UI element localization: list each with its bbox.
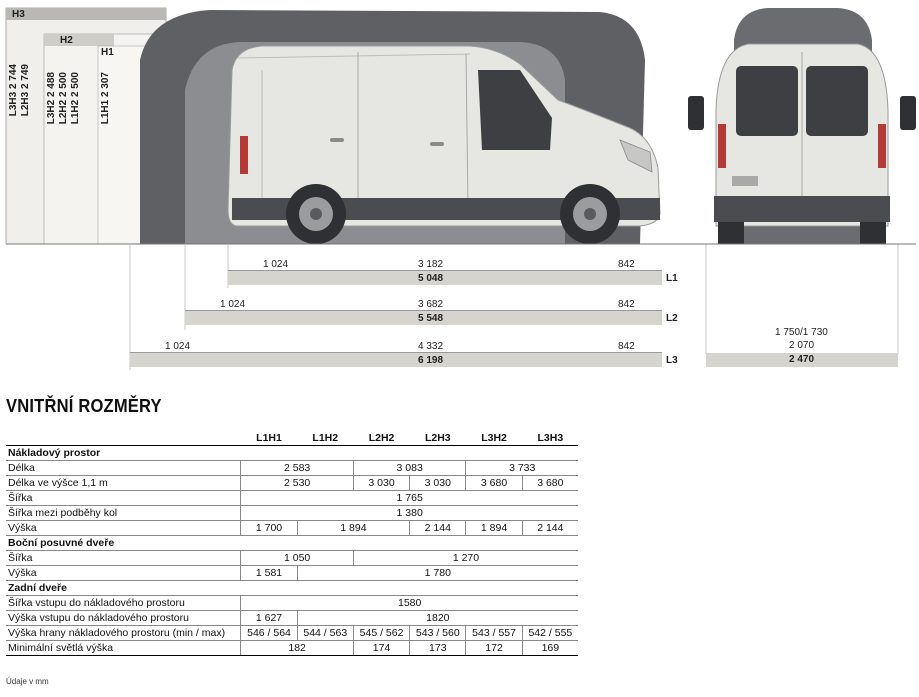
table-row — [6, 491, 578, 506]
l1-total-length: 5 048 — [418, 273, 444, 284]
rear-width-interior: 1 750/1 730 — [775, 327, 828, 338]
column-header: L2H2 — [353, 431, 409, 446]
value-cell: 544 / 563 — [297, 626, 353, 641]
section-title-cell: Zadní dveře — [6, 581, 578, 596]
l1-wheelbase: 3 182 — [418, 259, 444, 270]
value-cell: 1 581 — [241, 566, 297, 581]
value-cell: 1 700 — [241, 521, 297, 536]
row-label-l2: L2 — [666, 313, 678, 324]
section-title-cell: Nákladový prostor — [6, 446, 578, 461]
l3-wheelbase: 4 332 — [418, 341, 444, 352]
value-cell: 542 / 555 — [522, 626, 578, 641]
value-cell: 1 765 — [241, 491, 578, 506]
l3-front-overhang: 1 024 — [165, 341, 191, 352]
l2-rear-overhang: 842 — [618, 299, 635, 310]
value-cell: 543 / 557 — [466, 626, 522, 641]
row-label: Výška — [6, 521, 241, 536]
l2-total-length: 5 548 — [418, 313, 444, 324]
length-line-l1 — [228, 270, 662, 271]
height-label-h2: H2 — [60, 35, 73, 46]
value-cell: 2 530 — [241, 476, 354, 491]
value-cell: 1820 — [297, 611, 578, 626]
value-cell: 3 030 — [353, 476, 409, 491]
column-header: L1H1 — [241, 431, 297, 446]
l1-front-overhang: 1 024 — [263, 259, 289, 270]
value-cell: 1 627 — [241, 611, 297, 626]
table-row — [6, 476, 578, 491]
height-dim-l3h3: L3H3 2 744 — [8, 64, 19, 117]
van-rear-view — [688, 0, 916, 372]
row-label-l1: L1 — [666, 273, 678, 284]
row-label-l3: L3 — [666, 355, 678, 366]
value-cell: 1 894 — [297, 521, 410, 536]
value-cell: 172 — [466, 641, 522, 656]
row-label: Šířka — [6, 551, 241, 566]
length-bar-l1 — [228, 271, 662, 285]
value-cell: 1 050 — [241, 551, 354, 566]
row-label: Délka — [6, 461, 241, 476]
table-row — [6, 521, 578, 536]
value-cell: 3 030 — [410, 476, 466, 491]
rear-width-body: 2 070 — [789, 340, 815, 351]
row-label: Minimální světlá výška — [6, 641, 241, 656]
value-cell: 169 — [522, 641, 578, 656]
value-cell: 3 680 — [522, 476, 578, 491]
row-label: Výška — [6, 566, 241, 581]
section-title-cell: Boční posuvné dveře — [6, 536, 578, 551]
height-dim-l1h2: L1H2 2 500 — [70, 72, 81, 125]
height-dim-l3h2: L3H2 2 488 — [46, 72, 57, 125]
value-cell: 1 380 — [241, 506, 578, 521]
table-row — [6, 566, 578, 581]
length-line-l2 — [185, 310, 662, 311]
l3-total-length: 6 198 — [418, 355, 444, 366]
length-bar-l3 — [130, 353, 662, 367]
value-cell: 2 144 — [522, 521, 578, 536]
value-cell: 1 780 — [297, 566, 578, 581]
value-cell: 1 270 — [353, 551, 578, 566]
table-row — [6, 551, 578, 566]
row-label: Výška vstupu do nákladového prostoru — [6, 611, 241, 626]
row-label: Šířka mezi podběhy kol — [6, 506, 241, 521]
height-dim-l1h1: L1H1 2 307 — [100, 72, 111, 125]
column-header: L2H3 — [410, 431, 466, 446]
table-header-row — [6, 431, 578, 446]
l2-front-overhang: 1 024 — [220, 299, 246, 310]
table-header-blank — [6, 431, 241, 446]
footnote: Údaje v mm — [6, 677, 49, 686]
value-cell: 3 733 — [466, 461, 578, 476]
table-row — [6, 626, 578, 641]
section-title: VNITŘNÍ ROZMĚRY — [6, 396, 162, 416]
column-header: L1H2 — [297, 431, 353, 446]
interior-dimensions-table — [6, 431, 578, 656]
value-cell: 545 / 562 — [353, 626, 409, 641]
value-cell: 3 680 — [466, 476, 522, 491]
value-cell: 182 — [241, 641, 354, 656]
section-row — [6, 536, 578, 551]
rear-width-mirrors: 2 470 — [789, 354, 815, 365]
table-row — [6, 611, 578, 626]
value-cell: 174 — [353, 641, 409, 656]
value-cell: 1580 — [241, 596, 578, 611]
value-cell: 546 / 564 — [241, 626, 297, 641]
l2-wheelbase: 3 682 — [418, 299, 444, 310]
table-row — [6, 506, 578, 521]
section-row — [6, 581, 578, 596]
table-row — [6, 596, 578, 611]
row-label: Výška hrany nákladového prostoru (min / max) — [6, 626, 241, 641]
height-dim-l2h3: L2H3 2 749 — [20, 64, 31, 117]
l1-rear-overhang: 842 — [618, 259, 635, 270]
table-row — [6, 461, 578, 476]
value-cell: 3 083 — [353, 461, 466, 476]
height-label-h1: H1 — [101, 47, 114, 58]
column-header: L3H3 — [522, 431, 578, 446]
height-dim-l2h2: L2H2 2 500 — [58, 72, 69, 125]
length-line-l3 — [130, 352, 662, 353]
column-header: L3H2 — [466, 431, 522, 446]
height-label-h3: H3 — [12, 9, 25, 20]
value-cell: 2 583 — [241, 461, 354, 476]
value-cell: 2 144 — [410, 521, 466, 536]
row-label: Šířka vstupu do nákladového prostoru — [6, 596, 241, 611]
value-cell: 173 — [410, 641, 466, 656]
row-label: Délka ve výšce 1,1 m — [6, 476, 241, 491]
l3-rear-overhang: 842 — [618, 341, 635, 352]
table-row — [6, 641, 578, 656]
row-label: Šířka — [6, 491, 241, 506]
section-row — [6, 446, 578, 461]
value-cell: 543 / 560 — [410, 626, 466, 641]
value-cell: 1 894 — [466, 521, 522, 536]
